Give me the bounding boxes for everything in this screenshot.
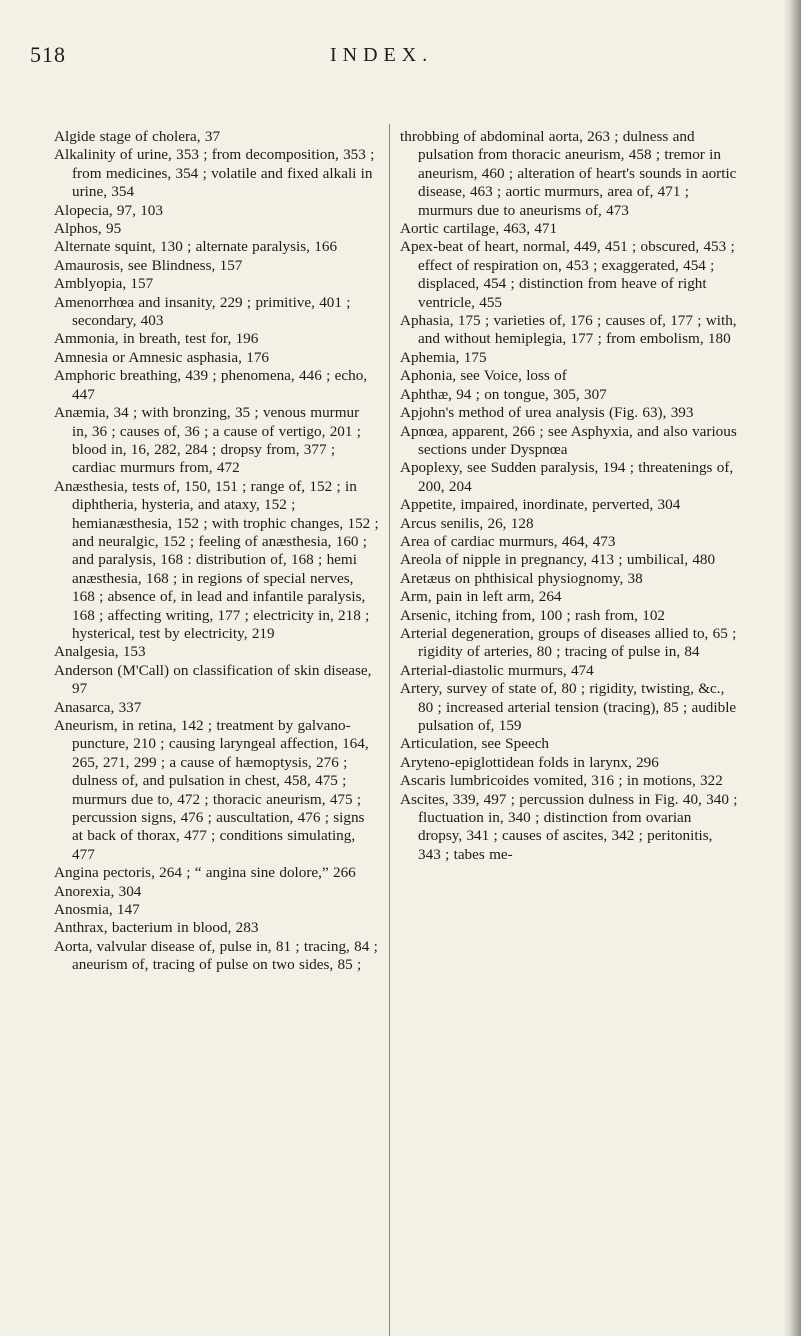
index-entry: Aorta, valvular disease of, pulse in, 81 ; tracing, 84 ; aneurism of, tracing of pulse on two sides, 85 ; xyxy=(54,937,378,974)
index-entry: Analgesia, 153 xyxy=(54,643,146,661)
page-number: 518 xyxy=(30,42,66,67)
index-entry: Aryteno-epiglottidean folds in larynx, 296 xyxy=(400,753,659,771)
column-divider xyxy=(389,124,390,1336)
index-entry: Articulation, see Speech xyxy=(400,735,550,753)
index-column-right xyxy=(400,128,738,864)
index-entry: Alkalinity of urine, 353 ; from decomposition, 353 ; from medicines, 354 ; volatile and fixed alkali in urine, 354 xyxy=(54,146,375,201)
index-entry: Aretæus on phthisical physiognomy, 38 xyxy=(400,569,643,587)
index-entry: throbbing of abdominal aorta, 263 ; dulness and pulsation from thoracic aneurism, 458 ; tremor in aneurism, 460 ; alteration of heart's sounds in aortic disease, 463 ; aortic murmurs, area of, 471 ; murmurs due to aneurisms of, 473 xyxy=(400,128,737,219)
index-entry: Anderson (M'Call) on classification of skin disease, 97 xyxy=(54,661,372,698)
index-entry: Aneurism, in retina, 142 ; treatment by galvano-puncture, 210 ; causing laryngeal affection, 164, 265, 271, 299 ; a cause of hæmoptysis, 276 ; dulness of, and pulsation in chest, 458, 475 ; murmurs due to, 472 ; thoracic aneurism, 475 ; percussion signs, 476 ; auscultation, 476 ; signs at back of thorax, 477 ; conditions simulating, 477 xyxy=(54,717,369,863)
index-entry: Arsenic, itching from, 100 ; rash from, 102 xyxy=(400,606,666,624)
index-entry: Alphos, 95 xyxy=(54,220,122,238)
index-entry: Anæmia, 34 ; with bronzing, 35 ; venous murmur in, 36 ; causes of, 36 ; a cause of vertigo, 201 ; blood in, 16, 282, 284 ; dropsy from, 377 ; cardiac murmurs from, 472 xyxy=(54,404,362,477)
index-entry: Angina pectoris, 264 ; “ angina sine dolore,” 266 xyxy=(54,864,356,882)
index-entry: Ascaris lumbricoides vomited, 316 ; in motions, 322 xyxy=(400,772,723,790)
index-entry: Amblyopia, 157 xyxy=(54,275,154,293)
index-entry: Apjohn's method of urea analysis (Fig. 63), 393 xyxy=(400,404,694,422)
index-entry: Aphthæ, 94 ; on tongue, 305, 307 xyxy=(400,385,607,403)
index-entry: Anasarca, 337 xyxy=(54,698,142,716)
index-entry: Apnœa, apparent, 266 ; see Asphyxia, and also various sections under Dyspnœa xyxy=(400,422,737,458)
index-entry-italic: Arcus senilis, 26, 128 xyxy=(400,514,534,532)
index-entry: Arm, pain in left arm, 264 xyxy=(400,588,562,606)
index-entry: Amenorrhœa and insanity, 229 ; primitive, 401 ; secondary, 403 xyxy=(54,293,351,330)
index-entry: Areola of nipple in pregnancy, 413 ; umbilical, 480 xyxy=(400,551,716,569)
index-column-left xyxy=(54,128,379,975)
index-entry: Aphonia, see Voice, loss of xyxy=(400,367,567,385)
index-entry: Alternate squint, 130 ; alternate paralysis, 166 xyxy=(54,238,338,256)
index-entry: Ammonia, in breath, test for, 196 xyxy=(54,330,259,348)
index-entry: Amaurosis, see Blindness, 157 xyxy=(54,256,243,274)
index-entry: Anæsthesia, tests of, 150, 151 ; range of, 152 ; in diphtheria, hysteria, and ataxy, 152 ; hemianæsthesia, 152 ; with trophic changes, 152 ; and neuralgic, 152 ; feeling of anæsthesia, 160 ; and paralysis, 168 : distribution of, 168 ; hemi anæsthesia, 168 ; in regions of special nerves, 168 ; absence of, in lead and infantile paralysis, 168 ; affecting writing, 177 ; electricity in, 218 ; hysterical, test by electricity, 219 xyxy=(54,477,379,642)
index-entry: Arterial-diastolic murmurs, 474 xyxy=(400,661,594,679)
index-entry: Apex-beat of heart, normal, 449, 451 ; obscured, 453 ; effect of respiration on, 453 ; exaggerated, 454 ; displaced, 454 ; distinction from heave of right ventricle, 455 xyxy=(400,238,735,311)
index-entry: Alopecia, 97, 103 xyxy=(54,201,163,219)
index-entry: Aortic cartilage, 463, 471 xyxy=(400,220,558,238)
index-entry: Anthrax, bacterium in blood, 283 xyxy=(54,919,259,937)
page-header xyxy=(0,42,801,72)
running-head: INDEX. xyxy=(330,44,434,66)
index-entry: Amphoric breathing, 439 ; phenomena, 446 ; echo, 447 xyxy=(54,367,368,403)
index-entry: Amnesia or Amnesic asphasia, 176 xyxy=(54,348,270,366)
index-entry: Arterial degeneration, groups of diseases allied to, 65 ; rigidity of arteries, 80 ; tracing of pulse in, 84 xyxy=(400,624,737,661)
page-edge-shadow xyxy=(783,0,801,1336)
index-entry: Artery, survey of state of, 80 ; rigidity, twisting, &c., 80 ; increased arterial tension (tracing), 85 ; audible pulsation of, 159 xyxy=(400,680,737,734)
index-entry: Anorexia, 304 xyxy=(54,882,142,900)
index-entry: Area of cardiac murmurs, 464, 473 xyxy=(400,532,616,550)
index-entry: Aphemia, 175 xyxy=(400,348,487,366)
index-entry: Ascites, 339, 497 ; percussion dulness in Fig. 40, 340 ; fluctuation in, 340 ; distinction from ovarian dropsy, 341 ; causes of ascites, 342 ; peritonitis, 343 ; tabes me- xyxy=(400,790,738,863)
index-entry: Appetite, impaired, inordinate, perverted, 304 xyxy=(400,496,681,514)
index-entry: Algide stage of cholera, 37 xyxy=(54,128,221,145)
index-entry: Anosmia, 147 xyxy=(54,901,140,919)
index-entry: Apoplexy, see Sudden paralysis, 194 ; threatenings of, 200, 204 xyxy=(400,459,734,495)
index-entry: Aphasia, 175 ; varieties of, 176 ; causes of, 177 ; with, and without hemiplegia, 177 ; from embolism, 180 xyxy=(400,312,737,348)
